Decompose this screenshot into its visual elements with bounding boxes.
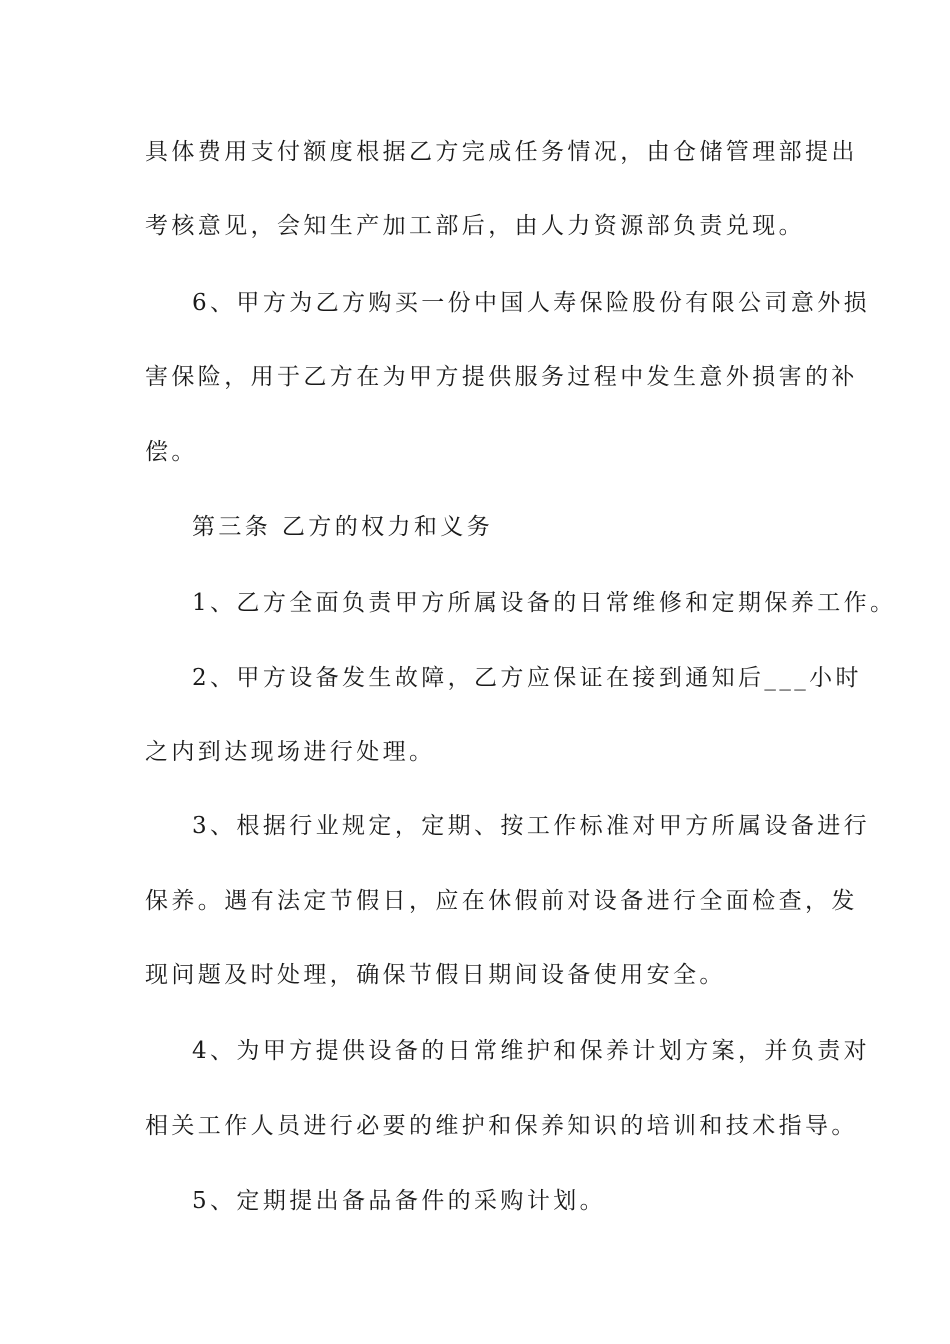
clause-6-line: 6、甲方为乙方购买一份中国人寿保险股份有限公司意外损 (192, 290, 871, 316)
clause-5-line: 5、定期提出备品备件的采购计划。 (192, 1188, 607, 1214)
text-line: 害保险，用于乙方在为甲方提供服务过程中发生意外损害的补 (145, 364, 858, 390)
text-line: 具体费用支付额度根据乙方完成任务情况，由仓储管理部提出 (145, 139, 858, 165)
clause-2-line: 2、甲方设备发生故障，乙方应保证在接到通知后___小时 (192, 665, 862, 691)
text-line: 保养。遇有法定节假日，应在休假前对设备进行全面检查，发 (145, 888, 858, 914)
text-line: 之内到达现场进行处理。 (145, 739, 436, 765)
text-line: 考核意见，会知生产加工部后，由人力资源部负责兑现。 (145, 213, 805, 239)
text-line: 相关工作人员进行必要的维护和保养知识的培训和技术指导。 (145, 1113, 858, 1139)
clause-3-line: 3、根据行业规定，定期、按工作标准对甲方所属设备进行 (192, 813, 871, 839)
article-heading: 第三条 乙方的权力和义务 (192, 514, 494, 540)
text-line: 现问题及时处理，确保节假日期间设备使用安全。 (145, 962, 726, 988)
text-line: 偿。 (145, 439, 198, 465)
clause-1-line: 1、乙方全面负责甲方所属设备的日常维修和定期保养工作。 (192, 590, 897, 616)
clause-4-line: 4、为甲方提供设备的日常维护和保养计划方案，并负责对 (192, 1038, 871, 1064)
